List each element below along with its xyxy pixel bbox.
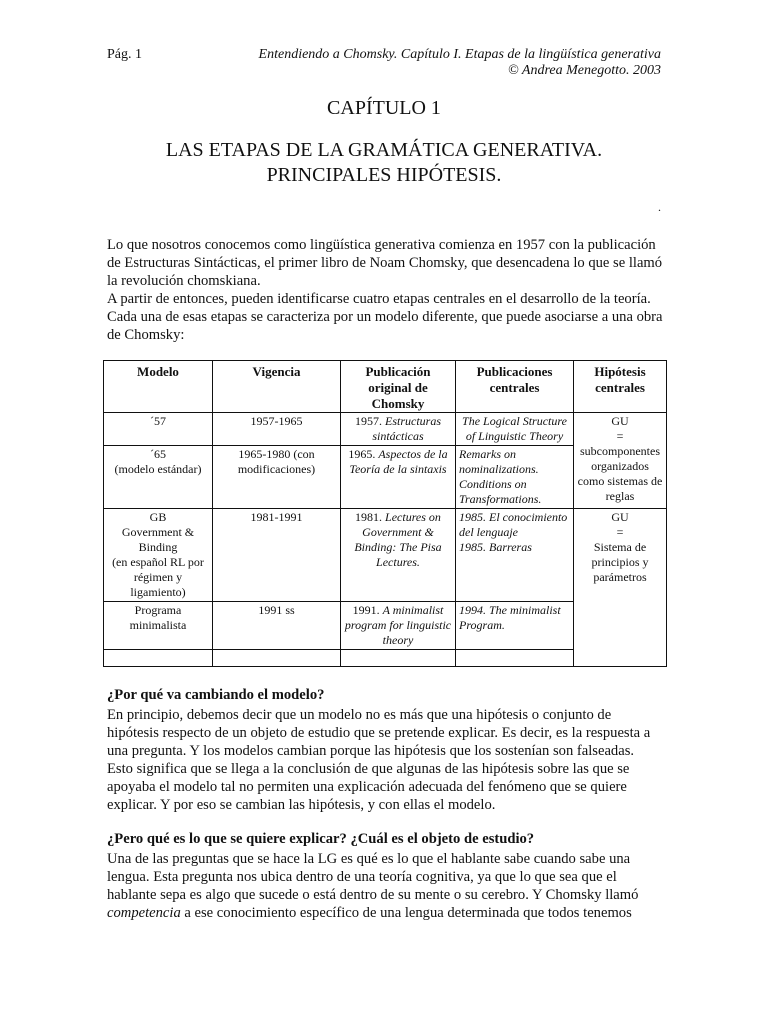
- running-header-title: Entendiendo a Chomsky. Capítulo I. Etapas de la lingüística generativa: [258, 47, 661, 62]
- page-number: Pág. 1: [107, 47, 142, 62]
- cell-vigencia: 1981-1991: [213, 509, 341, 602]
- cell-hipotesis-principios: GU = Sistema de principios y parámetros: [574, 509, 667, 667]
- chapter-title-line1: LAS ETAPAS DE LA GRAMÁTICA GENERATIVA.: [165, 139, 603, 161]
- table-row: [104, 413, 667, 446]
- cell-publicacion: [341, 413, 456, 446]
- paragraph-text-end: a ese conocimiento específico de una lengua determinada que todos tenemos: [180, 905, 632, 921]
- stray-mark: .: [658, 200, 661, 214]
- running-header-copyright: © Andrea Menegotto. 2003: [508, 63, 661, 78]
- section-heading-cambio-modelo: ¿Por qué va cambiando el modelo?: [107, 687, 325, 703]
- cell-publicacion: [341, 509, 456, 602]
- term-competencia: competencia: [107, 905, 181, 921]
- pub-year: 1981.: [355, 510, 383, 524]
- col-header-hipotesis: Hipótesis centrales: [574, 361, 667, 413]
- cell-centrales: Remarks on nominalizations. Conditions on Transformations.: [456, 446, 574, 509]
- pub-title: Estructuras sintácticas: [372, 414, 441, 443]
- cell-vigencia: 1991 ss: [213, 602, 341, 650]
- stages-table: [103, 360, 667, 667]
- cell-vigencia: 1957-1965: [213, 413, 341, 446]
- chapter-heading: CAPÍTULO 1: [327, 97, 441, 119]
- cell-modelo: Programa minimalista: [104, 602, 213, 650]
- table-header-row: [104, 361, 667, 413]
- intro-paragraph-2: A partir de entonces, pueden identificarse cuatro etapas centrales en el desarrollo de la teoría. Cada una de esas etapas se caracteriza por un modelo diferente, que puede asociarse a una obra de Chomsky:: [107, 291, 663, 343]
- cell-modelo: ´65 (modelo estándar): [104, 446, 213, 509]
- cell-modelo: ´57: [104, 413, 213, 446]
- cell-centrales: The Logical Structure of Linguistic Theory: [456, 413, 574, 446]
- col-header-publicacion-original: Publicación original de Chomsky: [341, 361, 456, 413]
- cell-hipotesis-reglas: GU = subcomponentes organizados como sistemas de reglas: [574, 413, 667, 509]
- col-header-modelo: Modelo: [104, 361, 213, 413]
- section-paragraph-objeto-estudio: [107, 850, 663, 922]
- cell-centrales: 1985. El conocimiento del lenguaje 1985. Barreras: [456, 509, 574, 602]
- cell-centrales: 1994. The minimalist Program.: [456, 602, 574, 650]
- cell-empty: [213, 650, 341, 667]
- intro-paragraph-1: Lo que nosotros conocemos como lingüística generativa comienza en 1957 con la publicación de Estructuras Sintácticas, el primer libro de Noam Chomsky, que desencadena lo que se llamó la revolución chomskiana.: [107, 237, 663, 289]
- table-row: [104, 509, 667, 602]
- pub-year: 1991.: [352, 603, 380, 617]
- cell-empty: [456, 650, 574, 667]
- section-heading-objeto-estudio: ¿Pero qué es lo que se quiere explicar? ¿Cuál es el objeto de estudio?: [107, 831, 535, 847]
- cell-empty: [341, 650, 456, 667]
- cell-modelo: GB Government & Binding (en español RL por régimen y ligamiento): [104, 509, 213, 602]
- pub-year: 1965.: [348, 447, 376, 461]
- chapter-title-line2: PRINCIPALES HIPÓTESIS.: [266, 164, 502, 186]
- cell-publicacion: [341, 602, 456, 650]
- pub-year: 1957.: [354, 414, 382, 428]
- col-header-vigencia: Vigencia: [213, 361, 341, 413]
- pub-title: Lectures on Government & Binding: The Pisa Lectures.: [354, 510, 442, 569]
- cell-publicacion: [341, 446, 456, 509]
- section-paragraph-cambio-modelo: En principio, debemos decir que un modelo no es más que una hipótesis o conjunto de hipótesis respecto de un objeto de estudio que se pretende explicar. Es decir, es la respuesta a una pregunta. Y los modelos cambian porque las hipótesis que los sostenían son falseadas. Esto significa que se llega a la conclusión de que algunas de las hipótesis sobre las que se apoyaba el modelo tal no permiten una explicación adecuada del fenómeno que se quiere explicar. Y por eso se cambian las hipótesis, y con ellas el modelo.: [107, 707, 651, 813]
- chapter-title: [0, 138, 768, 188]
- cell-empty: [104, 650, 213, 667]
- running-header: [259, 47, 661, 79]
- paragraph-text-start: Una de las preguntas que se hace la LG es qué es lo que el hablante sabe cuando sabe una lengua. Esta pregunta nos ubica dentro de una teoría cognitiva, ya que lo que sea que el hablante sepa es algo que sucede o está dentro de su mente o su cerebro. Y Chomsky llamó: [107, 851, 639, 903]
- pub-title: Aspectos de la Teoría de la sintaxis: [349, 447, 448, 476]
- col-header-publicaciones-centrales: Publicaciones centrales: [456, 361, 574, 413]
- cell-vigencia: 1965-1980 (con modificaciones): [213, 446, 341, 509]
- pub-title: A minimalist program for linguistic theory: [344, 603, 452, 647]
